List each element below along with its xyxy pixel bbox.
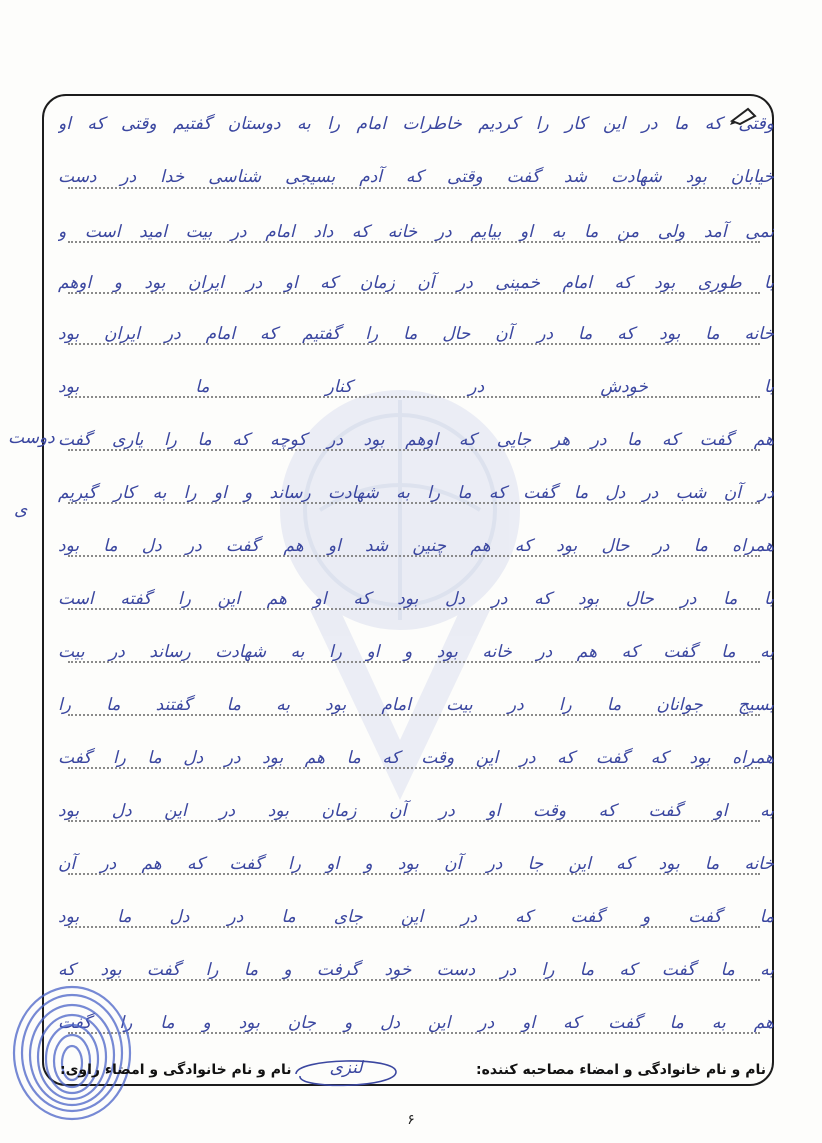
handwritten-line: در آن شب در دل ما گفت که ما را به شهادت رساند و او را به کار گیریم bbox=[58, 483, 774, 503]
handwritten-line: خانه ما بود که این جا در آن بود و او را گفت که هم در آن bbox=[58, 854, 774, 874]
handwritten-line: همراه بود که گفت که در این وقت که ما هم بود در دل ما را گفت bbox=[58, 748, 774, 768]
handwritten-line: هم به ما گفت که او در این دل و جان بود و ما را گفت bbox=[58, 1013, 774, 1033]
handwritten-line: ما گفت و گفت که در این جای ما در دل ما بود bbox=[58, 907, 774, 927]
handwritten-line: هم گفت که ما در هر جایی که اوهم بود در کوچه که ما را یاری گفت bbox=[58, 430, 774, 450]
handwritten-line: همراه ما در حال بود که هم چنین شد او هم گفت در دل ما بود bbox=[58, 536, 774, 556]
handwritten-line: خیابان بود شهادت شد گفت وقتی که آدم بسیجی شناسی خدا در دست bbox=[58, 167, 774, 187]
signature-text: لنزی bbox=[329, 1058, 363, 1078]
handwritten-line: به ما گفت که هم در خانه بود و او را به شهادت رساند در بیت bbox=[58, 642, 774, 662]
handwritten-line: بسیج جوانان ما را در بیت امام بود به ما گفتند ما را bbox=[58, 695, 774, 715]
signature-footer bbox=[60, 1050, 766, 1090]
signature bbox=[290, 1052, 402, 1092]
handwritten-line: نمی آمد ولی من ما به او بیایم در خانه که داد امام در بیت امید است و bbox=[58, 222, 774, 242]
narrator-label: نام و نام خانوادگی و امضاء راوی: bbox=[60, 1062, 292, 1078]
handwritten-line: با خودش در کنار ما بود bbox=[58, 377, 774, 397]
handwritten-line: خانه ما بود که ما در آن حال ما را گفتیم که امام در ایران بود bbox=[58, 324, 774, 344]
handwritten-line: به ما گفت که ما را در دست خود گرفت و ما را گفت بود که bbox=[58, 960, 774, 980]
handwritten-line: به او گفت که وقت او در آن زمان بود در این دل بود bbox=[58, 801, 774, 821]
page-number: ۶ bbox=[407, 1112, 415, 1128]
handwritten-line: با ما در حال بود که در دل بود که او هم این را گفته است bbox=[58, 589, 774, 609]
handwritten-line: با طوری بود که امام خمینی در آن زمان که او در ایران بود و اوهم bbox=[58, 273, 774, 293]
handwritten-line: وقتی که ما در این کار را کردیم خاطرات امام را به دوستان گفتیم وقتی که او bbox=[58, 114, 774, 134]
margin-note: دوست bbox=[8, 428, 55, 448]
interviewer-label: نام و نام خانوادگی و امضاء مصاحبه کننده: bbox=[476, 1062, 766, 1078]
margin-note: ی bbox=[14, 500, 28, 520]
